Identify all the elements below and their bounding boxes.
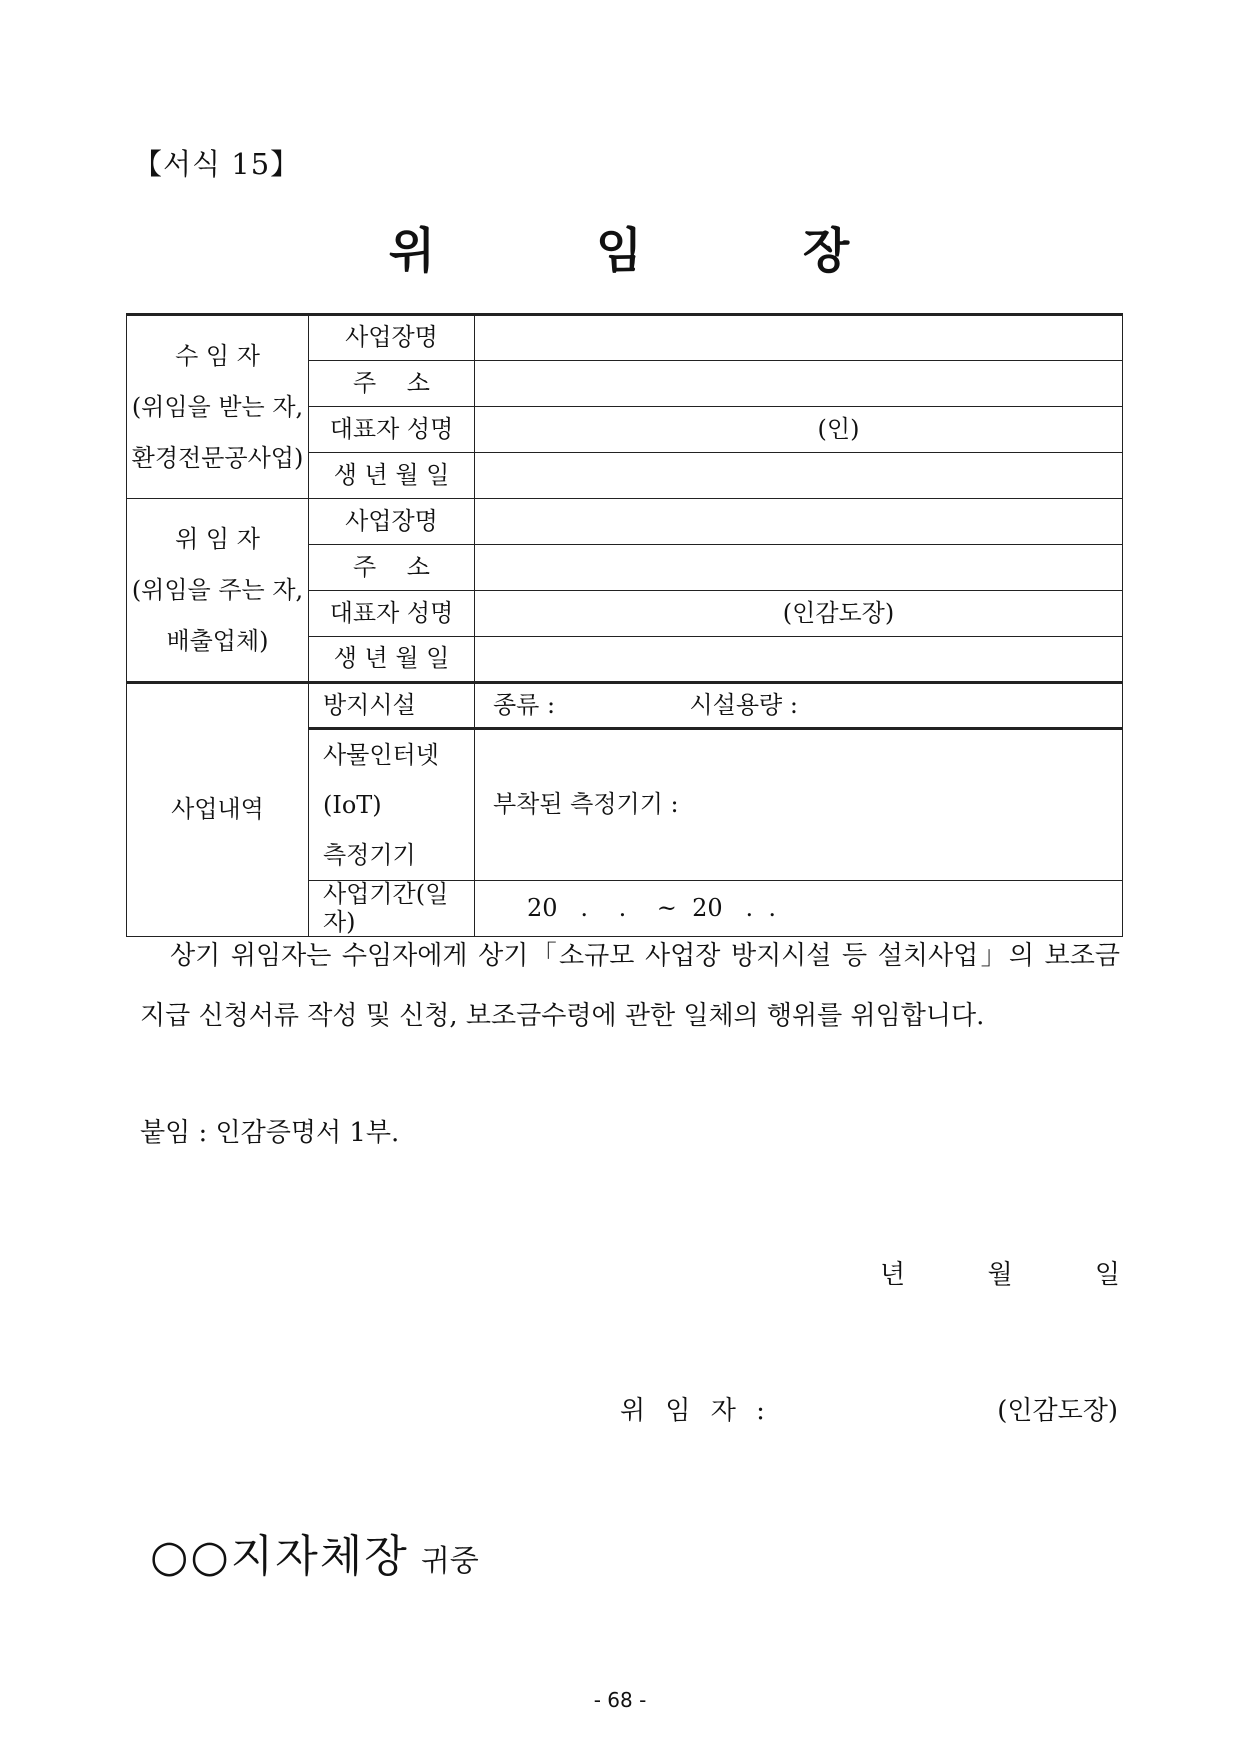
iot-device-label	[309, 729, 475, 881]
field-label: 주 소	[309, 361, 475, 407]
field-label: 주 소	[309, 545, 475, 591]
field-label: 생 년 월 일	[309, 637, 475, 683]
delegator-desc-1: (위임을 주는 자,	[131, 575, 304, 604]
business-details-label: 사업내역	[127, 683, 309, 937]
attachment-note: 붙임 : 인감증명서 1부.	[140, 1118, 400, 1148]
month-label: 월	[987, 1260, 1013, 1290]
form-number: 【서식 15】	[133, 147, 301, 181]
delegator-desc-2: 배출업체)	[166, 626, 269, 655]
delegatee-group-label	[127, 315, 309, 499]
table-row	[127, 315, 1123, 361]
delegator-birthdate-value[interactable]	[475, 637, 1123, 683]
seal-label: (인감도장)	[997, 1396, 1118, 1426]
field-label: 사업장명	[309, 499, 475, 545]
delegation-statement	[140, 926, 1120, 1046]
delegatee-heading: 수 임 자	[175, 341, 260, 370]
delegator-business-name-value[interactable]	[475, 499, 1123, 545]
field-label: 사업장명	[309, 315, 475, 361]
delegator-heading: 위 임 자	[175, 524, 260, 553]
iot-device-field[interactable]: 부착된 측정기기 :	[475, 729, 1123, 881]
field-label: 사업기간(일자)	[309, 881, 475, 937]
facility-capacity-field[interactable]: 시설용량 :	[690, 683, 1123, 729]
year-label: 년	[880, 1260, 906, 1290]
recipient-suffix: 귀중	[420, 1544, 479, 1579]
delegatee-desc-1: (위임을 받는 자,	[131, 392, 304, 421]
delegatee-representative-value[interactable]: (인)	[475, 407, 1123, 453]
delegator-group-label	[127, 499, 309, 683]
document-title: 위 임 장	[388, 223, 852, 279]
delegation-statement-text: 상기 위임자는 수임자에게 상기「소규모 사업장 방지시설 등 설치사업」의 보조금 지급 신청서류 작성 및 신청, 보조금수령에 관한 일체의 행위를 위임합니다.	[140, 941, 1120, 1031]
delegator-signature-label: 위 임 자 :	[620, 1396, 771, 1426]
delegation-table	[126, 313, 1123, 937]
delegatee-birthdate-value[interactable]	[475, 453, 1123, 499]
delegator-address-value[interactable]	[475, 545, 1123, 591]
field-label: 방지시설	[309, 683, 475, 729]
page-number: - 68 -	[593, 1688, 647, 1712]
day-label: 일	[1094, 1260, 1120, 1290]
iot-label-line-2: 측정기기	[323, 841, 416, 869]
field-label: 대표자 성명	[309, 407, 475, 453]
field-label: 대표자 성명	[309, 591, 475, 637]
recipient-name: ○○지자체장	[150, 1531, 409, 1582]
table-row	[127, 499, 1123, 545]
delegatee-business-name-value[interactable]	[475, 315, 1123, 361]
business-period-field[interactable]: 20 . . ~ 20 . .	[475, 881, 1123, 937]
table-row	[127, 683, 1123, 729]
facility-type-field[interactable]: 종류 :	[475, 683, 690, 729]
date-line	[880, 1254, 1120, 1291]
field-label: 생 년 월 일	[309, 453, 475, 499]
recipient	[150, 1520, 479, 1584]
delegatee-desc-2: 환경전문공사업)	[131, 443, 304, 472]
delegatee-address-value[interactable]	[475, 361, 1123, 407]
iot-label-line-1: 사물인터넷(IoT)	[323, 741, 439, 819]
delegator-representative-value[interactable]: (인감도장)	[475, 591, 1123, 637]
